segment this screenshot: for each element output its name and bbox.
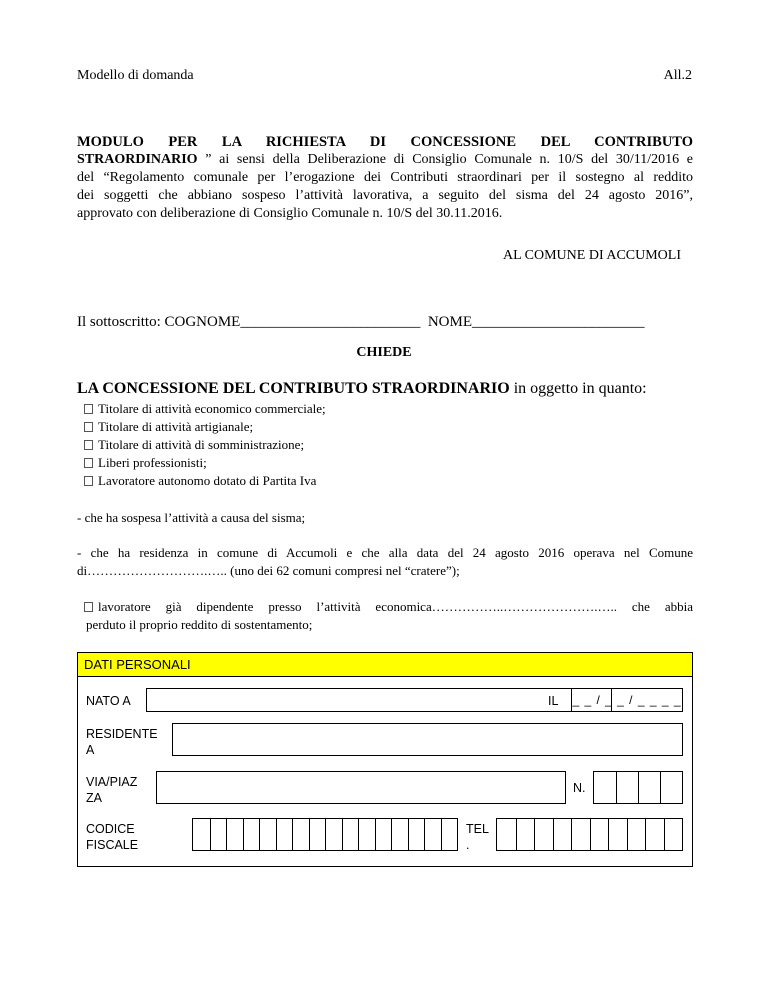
employee-option-text: lavoratore già dipendente presso l’attività economica……………..………………….….. che abbia <box>98 599 693 614</box>
character-cell-divider <box>292 819 293 850</box>
character-cell-divider <box>627 819 628 850</box>
tax-code-label-line-2: FISCALE <box>86 838 139 852</box>
recipient: AL COMUNE DI ACCUMOLI <box>503 248 681 263</box>
checkbox-icon[interactable] <box>84 404 93 414</box>
tax-code-label-line-1: CODICE <box>86 822 135 836</box>
birthplace-input[interactable] <box>146 688 612 712</box>
tax-code-label <box>86 821 138 853</box>
employee-option-line-2: perduto il proprio reddito di sostentamento; <box>86 617 313 632</box>
character-cell-divider <box>424 819 425 850</box>
intro-line-5: approvato con deliberazione di Consiglio Comunale n. 10/S del 30.11.2016. <box>77 206 503 221</box>
character-cell-divider <box>408 819 409 850</box>
birthdate-label: IL <box>548 694 559 708</box>
form-model-label: Modello di domanda <box>77 68 194 83</box>
character-cell-divider <box>276 819 277 850</box>
character-cell-divider <box>226 819 227 850</box>
character-cell-divider <box>358 819 359 850</box>
applicant-name-line[interactable]: Il sottoscritto: COGNOME________________________ NOME_______________________ <box>77 314 645 330</box>
option-catering[interactable] <box>84 436 326 454</box>
residence-input[interactable] <box>172 723 683 756</box>
character-cell-divider <box>210 819 211 850</box>
option-professionals[interactable] <box>84 454 326 472</box>
option-label: Liberi professionisti; <box>98 455 207 470</box>
attachment-label: All.2 <box>663 68 692 83</box>
character-cell-divider <box>309 819 310 850</box>
street-label <box>86 774 137 806</box>
intro-title-line: MODULO PER LA RICHIESTA DI CONCESSIONE DEL CONTRIBUTO <box>77 134 693 150</box>
street-number-input[interactable] <box>593 771 683 804</box>
option-commercial[interactable] <box>84 400 326 418</box>
checkbox-icon[interactable] <box>84 602 93 612</box>
character-cell-divider <box>441 819 442 850</box>
street-label-line-2: ZA <box>86 791 102 805</box>
character-cell-divider <box>534 819 535 850</box>
birthplace-label: NATO A <box>86 694 131 708</box>
statement-residence-line-1: - che ha residenza in comune di Accumoli e che alla data del 24 agosto 2016 operava nel Comune <box>77 545 693 560</box>
intro-line-4: dei soggetti che abbiano sospeso l’attività lavorativa, a seguito del sisma del 24 agosto 2016”, <box>77 188 693 203</box>
intro-title-end: STRAORDINARIO <box>77 152 198 167</box>
option-artisan[interactable] <box>84 418 326 436</box>
phone-label-line-2: . <box>466 838 470 852</box>
option-label: Titolare di attività di somministrazione; <box>98 437 305 452</box>
character-cell-divider <box>259 819 260 850</box>
checkbox-icon[interactable] <box>84 422 93 432</box>
statement-residence <box>77 544 693 580</box>
character-cell-divider <box>243 819 244 850</box>
request-bold: LA CONCESSIONE DEL CONTRIBUTO STRAORDINARIO <box>77 380 510 397</box>
character-cell-divider <box>553 819 554 850</box>
checkbox-icon[interactable] <box>84 458 93 468</box>
street-number-label: N. <box>573 781 586 795</box>
street-input[interactable] <box>156 771 566 804</box>
character-cell-divider <box>571 819 572 850</box>
residence-label-line-2: A <box>86 743 95 757</box>
character-cell-divider <box>342 819 343 850</box>
statement-residence-line-2: di……………………….….. (uno dei 62 comuni compresi nel “cratere”); <box>77 563 460 578</box>
residence-label <box>86 726 158 758</box>
checkbox-icon[interactable] <box>84 476 93 486</box>
character-cell-divider <box>325 819 326 850</box>
employee-option[interactable] <box>84 598 693 634</box>
request-heading: CHIEDE <box>356 345 412 360</box>
character-cell-divider <box>664 819 665 850</box>
request-line <box>77 380 647 398</box>
intro-paragraph <box>77 133 693 223</box>
tax-code-input[interactable] <box>192 818 458 851</box>
street-label-line-1: VIA/PIAZ <box>86 775 138 789</box>
birthdate-input[interactable]: _ _ / _ _ / _ _ _ _ <box>571 688 683 712</box>
character-cell-divider <box>590 819 591 850</box>
option-label: Titolare di attività economico commerciale; <box>98 401 326 416</box>
option-self-employed[interactable] <box>84 472 326 490</box>
phone-label <box>466 821 489 853</box>
residence-label-line-1: RESIDENTE <box>86 727 158 741</box>
option-label: Lavoratore autonomo dotato di Partita Iva <box>98 473 317 488</box>
employee-option-line-1 <box>84 598 693 616</box>
request-rest: in oggetto in quanto: <box>509 380 647 397</box>
statement-suspended: - che ha sospesa l’attività a causa del sisma; <box>77 510 306 525</box>
intro-line-3: del “Regolamento comunale per l’erogazione dei Contributi straordinari per il sostegno al reddito <box>77 170 693 185</box>
activity-options <box>84 400 326 490</box>
personal-data-title: DATI PERSONALI <box>78 653 692 677</box>
phone-input[interactable] <box>496 818 683 851</box>
character-cell-divider <box>608 819 609 850</box>
character-cell-divider <box>375 819 376 850</box>
personal-data-section <box>77 652 693 867</box>
option-label: Titolare di attività artigianale; <box>98 419 254 434</box>
character-cell-divider <box>645 819 646 850</box>
phone-label-line-1: TEL <box>466 822 489 836</box>
character-cell-divider <box>516 819 517 850</box>
intro-line-2 <box>77 151 693 169</box>
character-cell-divider <box>391 819 392 850</box>
intro-line-2-text: ” ai sensi della Deliberazione di Consiglio Comunale n. 10/S del 30/11/2016 e <box>197 152 693 167</box>
checkbox-icon[interactable] <box>84 440 93 450</box>
